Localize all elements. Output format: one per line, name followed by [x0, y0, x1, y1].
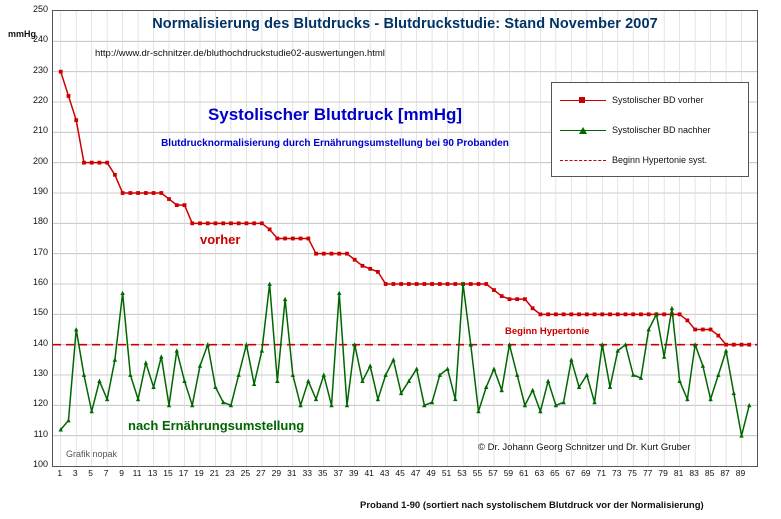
- x-tick-label: 89: [735, 468, 746, 478]
- y-axis-ticks: [14, 0, 48, 519]
- x-tick-label: 53: [457, 468, 467, 478]
- legend-swatch-line-red: [560, 95, 606, 105]
- x-tick-label: 87: [720, 468, 730, 478]
- x-tick-label: 49: [426, 468, 436, 478]
- x-tick-label: 39: [348, 468, 359, 478]
- y-tick-label: 220: [32, 95, 48, 105]
- x-tick-label: 61: [519, 468, 529, 478]
- x-tick-label: 79: [658, 468, 668, 478]
- x-tick-label: 51: [441, 468, 452, 478]
- y-tick-label: 230: [32, 64, 48, 75]
- chart-legend: [551, 82, 749, 177]
- x-tick-label: 25: [240, 468, 251, 478]
- grafik-credit: Grafik nopak: [66, 449, 118, 459]
- x-tick-label: 7: [103, 468, 109, 478]
- y-tick-label: 210: [32, 125, 48, 136]
- x-axis-ticks: [0, 468, 781, 484]
- x-tick-label: 43: [379, 468, 390, 478]
- plot-svg: [53, 11, 757, 466]
- x-tick-label: 29: [271, 468, 282, 478]
- x-tick-label: 47: [410, 468, 421, 478]
- legend-swatch-line-green: [560, 125, 606, 135]
- y-tick-label: 130: [32, 368, 48, 378]
- x-axis-label: Proband 1-90 (sortiert nach systolischem Blutdruck vor der Normalisierung): [360, 500, 704, 511]
- y-tick-label: 100: [32, 459, 48, 469]
- plot-area: [52, 10, 758, 467]
- y-tick-label: 180: [32, 216, 48, 227]
- legend-swatch-dashed-red: [560, 155, 606, 165]
- x-tick-label: 67: [565, 468, 576, 478]
- y-tick-label: 250: [32, 4, 48, 14]
- annotation-hypertonie: Beginn Hypertonie: [505, 326, 590, 337]
- legend-label-nachher: Systolischer BD nachher: [612, 125, 711, 135]
- x-tick-label: 71: [596, 468, 606, 478]
- credit-text: © Dr. Johann Georg Schnitzer und Dr. Kurt Gruber: [478, 442, 691, 453]
- chart-headline: Systolischer Blutdruck [mmHg]: [207, 105, 463, 124]
- source-url: http://www.dr-schnitzer.de/bluthochdruckstudie02-auswertungen.html: [95, 48, 385, 59]
- x-tick-label: 73: [612, 468, 622, 478]
- y-tick-label: 170: [32, 246, 48, 257]
- x-tick-label: 9: [119, 468, 124, 478]
- x-tick-label: 31: [287, 468, 297, 478]
- x-tick-label: 21: [209, 468, 220, 478]
- y-tick-label: 110: [33, 428, 48, 439]
- legend-label-threshold: Beginn Hypertonie syst.: [612, 155, 708, 165]
- x-tick-label: 85: [704, 468, 715, 478]
- x-tick-label: 23: [225, 468, 235, 478]
- annotation-nachher: nach Ernährungsumstellung: [128, 418, 305, 433]
- x-tick-label: 57: [488, 468, 498, 478]
- legend-item-vorher[interactable]: [560, 93, 704, 107]
- x-tick-label: 13: [147, 468, 158, 478]
- x-tick-label: 17: [178, 468, 189, 478]
- x-tick-label: 3: [72, 468, 78, 478]
- x-tick-label: 37: [333, 468, 343, 478]
- y-tick-label: 120: [32, 398, 48, 409]
- x-tick-label: 63: [534, 468, 545, 478]
- x-tick-label: 27: [256, 468, 266, 478]
- x-tick-label: 35: [318, 468, 328, 478]
- x-tick-label: 15: [163, 468, 173, 478]
- x-tick-label: 19: [194, 468, 204, 478]
- x-tick-label: 45: [395, 468, 405, 478]
- y-tick-label: 200: [32, 155, 48, 166]
- y-axis-unit-label: mmHg: [8, 29, 37, 39]
- x-tick-label: 41: [364, 468, 374, 478]
- legend-item-nachher[interactable]: [560, 123, 711, 137]
- x-tick-label: 5: [88, 468, 94, 478]
- legend-item-threshold[interactable]: [560, 153, 707, 167]
- x-tick-label: 1: [57, 468, 63, 478]
- x-tick-label: 65: [550, 468, 560, 478]
- y-tick-label: 190: [32, 186, 48, 196]
- x-tick-label: 33: [302, 468, 313, 478]
- x-tick-label: 59: [503, 468, 514, 478]
- y-tick-label: 160: [32, 277, 48, 287]
- y-tick-label: 140: [32, 337, 48, 348]
- x-tick-label: 83: [689, 468, 699, 478]
- legend-label-vorher: Systolischer BD vorher: [612, 95, 704, 105]
- x-tick-label: 75: [627, 468, 637, 478]
- x-tick-label: 11: [132, 468, 142, 478]
- x-tick-label: 77: [642, 468, 653, 478]
- chart-subheadline: Blutdrucknormalisierung durch Ernährungsumstellung bei 90 Probanden: [161, 138, 509, 149]
- y-tick-label: 150: [32, 307, 48, 318]
- x-tick-label: 81: [673, 468, 684, 478]
- y-tick-label: 240: [32, 34, 48, 45]
- chart-title: Normalisierung des Blutdrucks - Blutdruckstudie: Stand November 2007: [152, 16, 658, 32]
- annotation-vorher: vorher: [200, 232, 241, 247]
- x-tick-label: 69: [581, 468, 591, 478]
- x-tick-label: 55: [472, 468, 483, 478]
